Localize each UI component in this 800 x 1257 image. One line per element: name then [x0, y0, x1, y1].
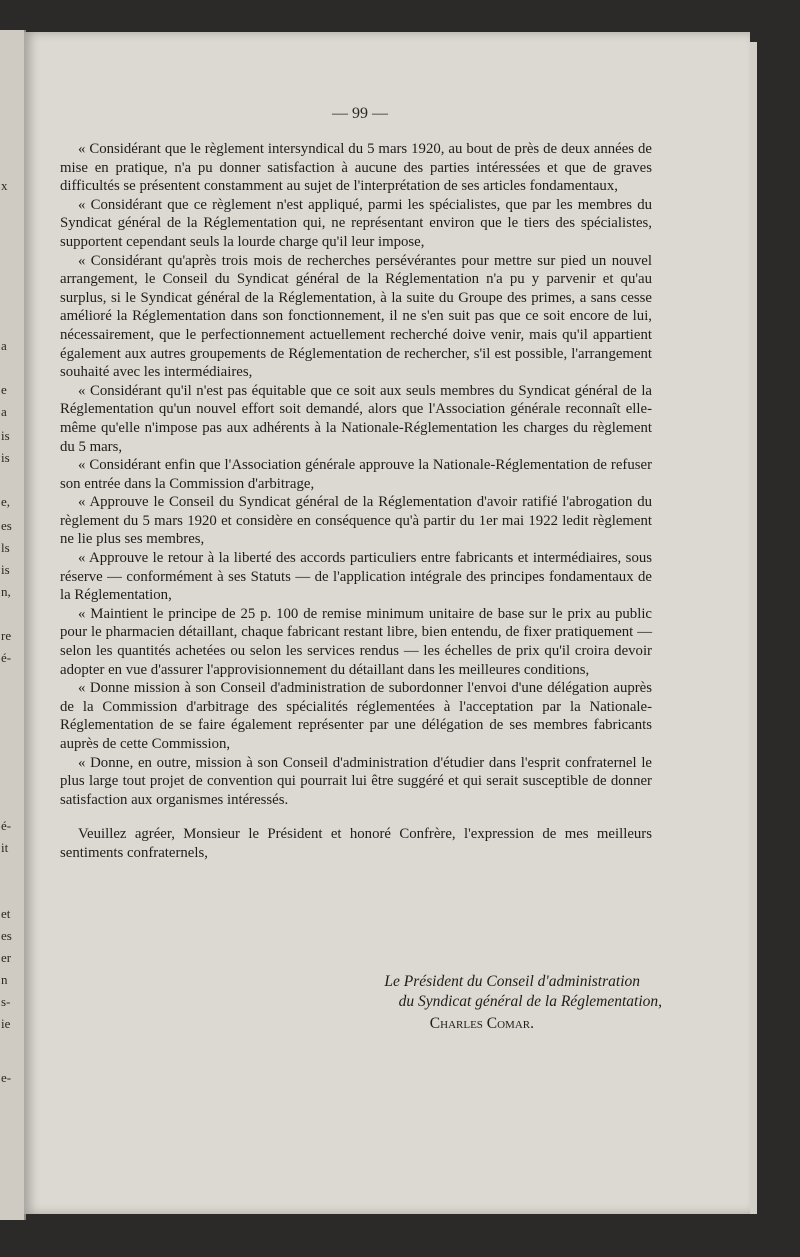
left-page-fragment: e, [1, 494, 11, 509]
left-page-fragment: a [1, 338, 7, 353]
paragraph: « Considérant enfin que l'Association générale approuve la Nationale-Réglementation de refuser son entrée dans la Commission d'arbitrage, [60, 457, 652, 492]
signature-title-line: Le Président du Conseil d'administration [384, 973, 640, 990]
left-page-fragment: it [1, 840, 9, 855]
paragraph: « Approuve le retour à la liberté des accords particuliers entre fabricants et intermédiaires, sous réserve — conformément à ses Statuts — de l'application intégrale des principes fondamentaux de la Réglementation, [60, 550, 652, 604]
left-page-edge [0, 30, 26, 1220]
left-page-fragment: es [1, 928, 12, 943]
signature-block [230, 972, 662, 1034]
paragraph: « Considérant que le règlement intersyndical du 5 mars 1920, au bout de près de deux années de mise en pratique, n'a pu donner satisfaction à aucune des parties intéressées et que de graves difficultés se présentent constamment au sujet de l'interprétation de ses articles fondamentaux, [60, 141, 652, 195]
left-page-fragment: n, [1, 584, 11, 599]
left-page-fragment: is [1, 562, 10, 577]
paragraph: « Donne, en outre, mission à son Conseil d'administration d'étudier dans l'esprit confraternel le plus large tout projet de convention qui pourrait lui être suggéré et qui serait susceptible de donner satisfaction aux organismes intéressés. [60, 754, 652, 808]
left-page-fragment: s- [1, 994, 11, 1009]
signatory-name: Charles Comar. [429, 1015, 534, 1032]
left-page-fragment: er [1, 950, 12, 965]
signature-organization-line: du Syndicat général de la Réglementation, [398, 993, 662, 1010]
paragraph: « Approuve le Conseil du Syndicat général de la Réglementation d'avoir ratifié l'abrogation du règlement du 5 mars 1920 et considère en conséquence qu'à partir du 1er mai 1922 ledit règlement ne lie plus ses membres, [60, 494, 652, 548]
left-page-fragment: is [1, 450, 10, 465]
left-page-fragment: re [1, 628, 12, 643]
paragraph: « Considérant que ce règlement n'est appliqué, parmi les spécialistes, que par les membres du Syndicat général de la Réglementation qui, ne représentant environ que le tiers des spécialistes, supportent cependant seuls la lourde charge qu'il leur impose, [60, 196, 652, 250]
left-page-fragment: ie [1, 1016, 11, 1031]
left-page-fragment: es [1, 518, 12, 533]
paragraph: « Donne mission à son Conseil d'administration de subordonner l'envoi d'une délégation auprès de la Commission d'arbitrage des spécialités réglementées à l'acceptation par la Nationale-Réglementation de se faire également représenter par une délégation de ses membres fabricants auprès de cette Commission, [60, 680, 652, 752]
left-page-fragment: n [1, 972, 8, 987]
left-page-fragment: e- [1, 1070, 12, 1085]
left-page-fragment: x [1, 178, 8, 193]
body-text [60, 140, 652, 863]
left-page-fragment: a [1, 404, 7, 419]
left-page-fragment: e [1, 382, 7, 397]
paragraph: « Maintient le principe de 25 p. 100 de remise minimum unitaire de base sur le prix au public pour le pharmacien détaillant, chaque fabricant restant libre, bien entendu, de fixer pratiquement — selon les quantités achetées ou selon les services rendus — les échelles de prix qu'il croira devoir adopter en vue d'assurer l'approvisionnement du détaillant dans les meilleures conditions, [60, 605, 652, 678]
left-page-fragment: é- [1, 818, 12, 833]
paragraph: « Considérant qu'après trois mois de recherches persévérantes pour mettre sur pied un nouvel arrangement, le Conseil du Syndicat général de la Réglementation n'a pu y parvenir et qu'au surplus, si le Syndicat général de la Réglementation, à la suite du Groupe des primes, a sans cesse amélioré la Réglementation dans son fonctionnement, il ne s'en suit pas que ce soit encore de lui, nécessairement, que le perfectionnement actuellement recherché doive venir, mais qu'il appartient également aux autres groupements de Réglementation de rechercher, s'il est possible, l'arrangement souhaité avec les intermédiaires, [60, 252, 652, 381]
paragraph: « Considérant qu'il n'est pas équitable que ce soit aux seuls membres du Syndicat général de la Réglementation qu'un nouvel effort soit demandé, alors que l'Association générale reconnaît elle-même qu'elle n'impose pas aux adhérents à la Nationale-Réglementation les charges du règlement du 5 mars, [60, 382, 652, 455]
left-page-fragment: ls [1, 540, 10, 555]
page-number: — 99 — [332, 105, 388, 122]
left-page-fragment: et [1, 906, 11, 921]
closing-paragraph: Veuillez agréer, Monsieur le Président et honoré Confrère, l'expression de mes meilleurs sentiments confraternels, [60, 826, 652, 861]
left-page-fragment: é- [1, 650, 12, 665]
left-page-fragment: is [1, 428, 10, 443]
